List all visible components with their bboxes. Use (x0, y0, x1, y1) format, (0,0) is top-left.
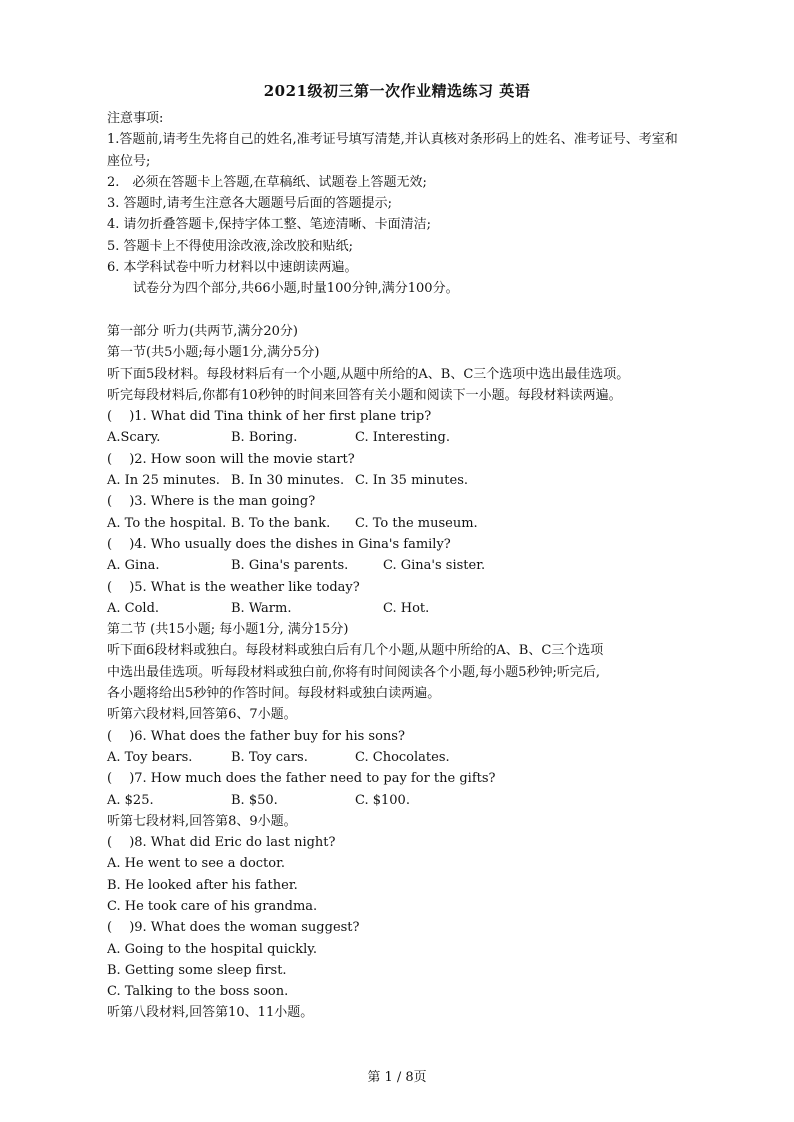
question-stem: ( )6. What does the father buy for his sons? (107, 728, 405, 744)
question-options (107, 747, 687, 768)
option-b: B. Warm. (231, 600, 292, 616)
question-options (107, 790, 687, 811)
question-options (107, 555, 687, 576)
notice-item: 2. 必须在答题卡上答题,在草稿纸、试题卷上答题无效; (107, 174, 427, 190)
group-heading: 听第六段材料,回答第6、7小题。 (107, 707, 297, 723)
question-stem: ( )2. How soon will the movie start? (107, 451, 355, 467)
notice-item: 5. 答题卡上不得使用涂改液,涂改胶和贴纸; (107, 238, 354, 254)
option-c: C. Interesting. (355, 430, 450, 446)
option-a: A. Going to the hospital quickly. (107, 941, 317, 957)
question-stem: ( )1. What did Tina think of her first plane trip? (107, 409, 432, 425)
question-stem: ( )4. Who usually does the dishes in Gina's family? (107, 536, 451, 552)
question-options (107, 470, 687, 491)
option-a: A. $25. (107, 792, 154, 808)
page-number: 第 1 / 8页 (367, 1070, 427, 1085)
option-c: C. To the museum. (355, 515, 478, 531)
part1-heading: 第一部分 听力(共两节,满分20分) (107, 323, 298, 339)
notice-item: 3. 答题时,请考生注意各大题题号后面的答题提示; (107, 196, 393, 212)
option-b: B. He looked after his father. (107, 877, 298, 893)
section1-heading: 第一节(共5小题;每小题1分,满分5分) (107, 345, 320, 361)
notice-item: 6. 本学科试卷中听力材料以中速朗读两遍。 (107, 260, 358, 276)
option-c: C. In 35 minutes. (355, 473, 469, 489)
option-b: B. To the bank. (231, 515, 331, 531)
option-a: A. Toy bears. (107, 749, 193, 765)
notice-summary: 试卷分为四个部分,共66小题,时量100分钟,满分100分。 (133, 281, 459, 297)
option-a: A. Cold. (107, 600, 160, 616)
notice-heading: 注意事项: (107, 111, 164, 126)
question-options (107, 598, 687, 619)
option-c: C. Gina's sister. (383, 558, 486, 574)
option-c: C. Chocolates. (355, 749, 450, 765)
option-b: B. In 30 minutes. (231, 473, 345, 489)
section2-instruction: 各小题将给出5秒钟的作答时间。每段材料或独白读两遍。 (107, 686, 441, 702)
option-b: B. Gina's parents. (231, 558, 349, 574)
question-stem: ( )9. What does the woman suggest? (107, 920, 360, 936)
question-stem: ( )7. How much does the father need to pay for the gifts? (107, 771, 496, 787)
option-b: B. Getting some sleep first. (107, 962, 287, 978)
section2-heading: 第二节 (共15小题; 每小题1分, 满分15分) (107, 622, 349, 638)
option-b: B. Boring. (231, 430, 298, 446)
option-c: C. $100. (355, 792, 410, 808)
question-options (107, 513, 687, 534)
page-title: 2021级初三第一次作业精选练习 英语 (263, 82, 531, 100)
group-heading: 听第八段材料,回答第10、11小题。 (107, 1005, 314, 1021)
option-c: C. Talking to the boss soon. (107, 984, 289, 1000)
option-a: A. He went to see a doctor. (107, 856, 286, 872)
option-c: C. He took care of his grandma. (107, 898, 318, 914)
question-options (107, 427, 687, 448)
option-c: C. Hot. (383, 600, 430, 616)
option-a: A. To the hospital. (107, 515, 227, 531)
notice-item: 4. 请勿折叠答题卡,保持字体工整、笔迹清晰、卡面清洁; (107, 217, 432, 233)
section1-instruction: 听完每段材料后,你都有10秒钟的时间来回答有关小题和阅读下一小题。每段材料读两遍。 (107, 387, 622, 403)
option-a: A.Scary. (107, 430, 161, 446)
option-a: A. In 25 minutes. (107, 473, 220, 489)
option-b: B. Toy cars. (231, 749, 308, 765)
section2-instruction: 听下面6段材料或独白。每段材料或独白后有几个小题,从题中所给的A、B、C三个选项 (107, 643, 604, 659)
question-stem: ( )8. What did Eric do last night? (107, 835, 336, 851)
group-heading: 听第七段材料,回答第8、9小题。 (107, 813, 297, 829)
notice-item: 1.答题前,请考生先将自己的姓名,准考证号填写清楚,并认真核对条形码上的姓名、准考证号、考室和座位号; (107, 132, 678, 169)
option-a: A. Gina. (107, 558, 160, 574)
exam-content (107, 108, 687, 1024)
option-b: B. $50. (231, 792, 278, 808)
section1-instruction: 听下面5段材料。每段材料后有一个小题,从题中所给的A、B、C三个选项中选出最佳选项。 (107, 366, 630, 382)
question-stem: ( )3. Where is the man going? (107, 494, 316, 510)
section2-instruction: 中选出最佳选项。听每段材料或独白前,你将有时间阅读各个小题,每小题5秒钟;听完后, (107, 664, 601, 680)
question-stem: ( )5. What is the weather like today? (107, 579, 360, 595)
